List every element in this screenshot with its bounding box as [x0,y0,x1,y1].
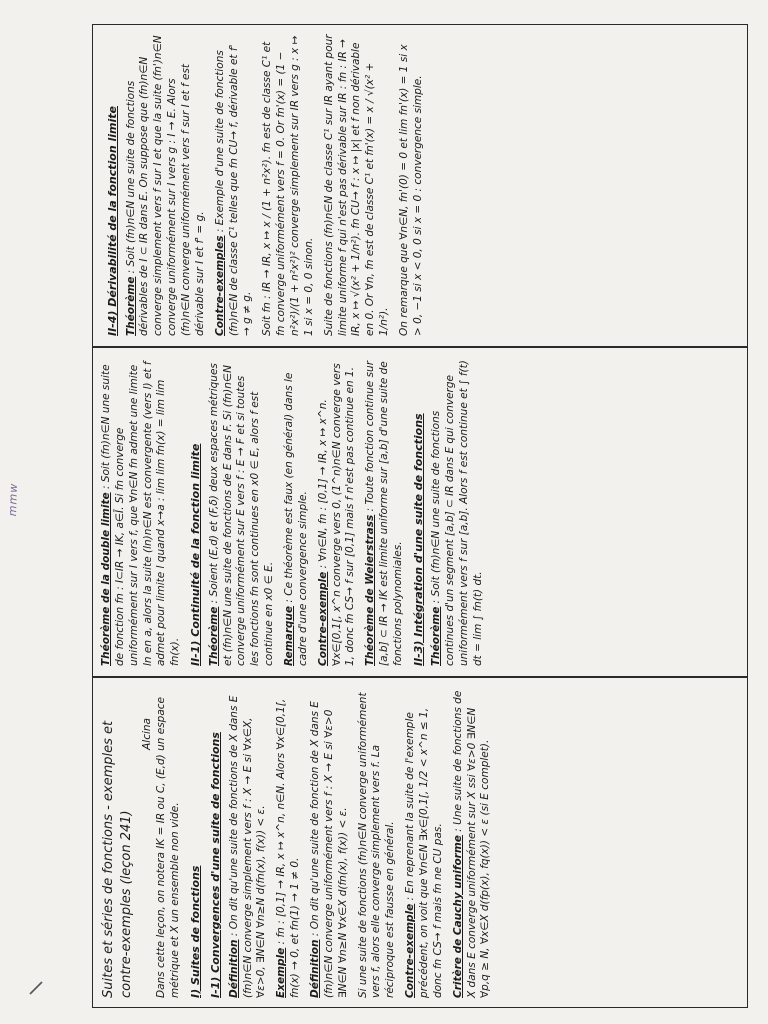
definition-simple-convergence: Définition : On dit qu'une suite de fonctions de X dans E (fn)n∈N converge simplement vers f : X → E si ∀x∈X, ∀ε>0, ∃N∈N ∀n≥N d(fn(x), f(x)) < ε. [227,695,268,998]
double-limit-block: Théorème de la double limite : Soit (fn)n∈N une suite de fonction fn : I⊂IR → IK, a∈Ī. Si fn converge uniformément sur I vers f, que ∀n∈N fn admet une limite ln en a, alors la suite (ln)n∈N est convergente (vers l) et f admet pour limite l quand x→a : lim lim fn(x) = lim lim fn(x). [100,361,182,666]
section-heading-I: I) Suites de fonctions [188,865,202,998]
definition-uniform-convergence: Définition : On dit qu'une suite de fonction de X dans E (fn)n∈N converge uniformément vers f : X → E si ∀ε>0 ∃N∈N ∀n≥N ∀x∈X d(fn(x), f(x)) < ε. [309,701,349,998]
section-heading-II3: II-3) Intégration d'une suite de fonctions [411,413,425,666]
column-divider-1 [92,677,748,679]
weierstrass-block: Théorème de Weierstrass : Toute fonction continue sur [a,b] ⊂ IR → IK est limite uniforme sur [a,b] d'une suite de fonctions polynomiales. [364,360,404,666]
definition-text-2: On dit qu'une suite de fonction de X dans E (fn)n∈N converge uniformément vers f : X → E si ∀ε>0 ∃N∈N ∀n≥N ∀x∈X d(fn(x), f(x)) < ε. [309,701,349,998]
counterexample-detail-2: Suite de fonctions (fn)n∈N de classe C¹ sur IR ayant pour limite uniforme f qui n'est pas dérivable sur IR : fn : IR → IR, x ↦ √(x² + 1/n²). fn CU→ f : x ↦ |x| et f non dérivable en 0. Or ∀n, fn est de classe C¹ et fn'(x) = x / √(x² + 1/n²). [322,34,391,336]
integration-theorem-block: Théorème : Soit (fn)n∈N une suite de fonctions continues d'un segment [a,b] ⊂ IR dans E qui converge uniformément vers f sur [a,b]. Alors f est continue et ∫ f(t) dt = lim ∫ fn(t) dt. [430,360,484,666]
remark-label: Remarque [282,605,295,666]
counterexamples-label: Contre-exemples [213,235,226,336]
example-text: fn : [0,1] → IR, x ↦ x^n, n∈N. Alors ∀x∈[0,1[, fn(x) → 0, et fn(1) → 1 ≠ 0. [275,698,302,998]
counterexample-detail-3: On remarque que ∀n∈N, fn'(0) = 0 et lim fn'(x) = 1 si x > 0, −1 si x < 0, 0 si x = 0 : convergence simple. [397,44,424,336]
margin-stamp: mmw [6,482,21,517]
counterexample-label: Contre-exemple [404,903,417,998]
column-divider-2 [92,347,748,349]
section-heading-I1: I-1) Convergences d'une suite de fonctions [209,732,223,998]
derivability-theorem-label: Théorème [124,276,137,336]
author-name: Alcina [141,718,154,750]
notes-column-1 [92,678,748,1008]
counterexample-label-2: Contre-exemple [316,571,329,666]
integration-theorem-label: Théorème [430,606,443,666]
example-label: Exemple [275,947,288,998]
margin-tick-mark [28,980,44,996]
counterexample-block-2: Contre-exemple : ∀n∈N, fn : [0,1] → IR, x ↦ x^n. ∀x∈[0,1[, x^n converge vers 0, (1^n)n∈N converge vers 1, donc fn CS→ f sur [0,1] mais f n'est pas continue en 1. [316,363,357,666]
notes-column-3 [92,24,748,346]
cauchy-block: Critère de Cauchy uniforme : Une suite de fonctions de X dans E converge uniformément sur X ssi ∀ε>0 ∃N∈N ∀p,q ≥ N, ∀x∈X d(fp(x), fq(x)) < ε (si E complet). [451,690,492,998]
counterexample-text: En reprenant la suite de l'exemple précédent, on voit que ∀n∈N ∃x∈[0,1[, 1/2 < x^n ≤ 1, donc fn CS→ f mais fn ne CU pas. [404,707,444,998]
remark-block: Remarque : Ce théorème est faux (en général) dans le cadre d'une convergence simple. [282,372,309,666]
counterexample-block: Contre-exemple : En reprenant la suite de l'exemple précédent, on voit que ∀n∈N ∃x∈[0,1[, 1/2 < x^n ≤ 1, donc fn CS→ f mais fn ne CU pas. [404,707,444,998]
remark-body: Ce théorème est faux (en général) dans le cadre d'une convergence simple. [282,372,309,666]
lesson-title: Suites et séries de fonctions - exemples et contre-exemples (leçon 241) [101,720,134,998]
definition-label: Définition [227,939,240,998]
integration-theorem-text: Soit (fn)n∈N une suite de fonctions continues d'un segment [a,b] ⊂ IR dans E qui converge uniformément vers f sur [a,b]. Alors f est continue et ∫ f(t) dt = lim ∫ fn(t) dt. [430,360,484,666]
continuity-theorem-label: Théorème [207,606,220,666]
continuity-theorem-text: Soient (E,d) et (F,δ) deux espaces métriques et (fn)n∈N une suite de fonctions de E dans F. Si (fn)n∈N converge uniformément sur E vers f : E → F et si toutes les fonctions fn sont continues en x0 ∈ E, alors f est continue en x0 ∈ E. [207,363,276,666]
double-limit-label: Théorème de la double limite [100,492,112,666]
derivability-theorem-text: Soit (fn)n∈N une suite de fonctions dérivables de I ⊂ IR dans E. On suppose que (fn)n∈N converge simplement vers f sur I et que la suite (fn')n∈N converge uniformément sur I vers g : I → E. Alors (fn)n∈N converge uniformément vers f sur I et f est dérivable sur I et f' = g. [124,35,206,336]
cauchy-text: Une suite de fonctions de X dans E converge uniformément sur X ssi ∀ε>0 ∃N∈N ∀p,q ≥ N, ∀x∈X d(fp(x), fq(x)) < ε (si E complet). [451,690,492,998]
counterexamples-block: Contre-exemples : Exemple d'une suite de fonctions (fn)n∈N de classe C¹ telles que fn CU→ f, dérivable et f' → g ≠ g. [213,44,254,336]
double-limit-text: Soit (fn)n∈N une suite de fonction fn : I⊂IR → IK, a∈Ī. Si fn converge uniformément sur I vers f, que ∀n∈N fn admet une limite ln en a, alors la suite (ln)n∈N est convergente (vers l) et f admet pour limite l quand x→a : lim lim fn(x) = lim lim fn(x). [100,361,182,666]
section-heading-II4: II-4) Dérivabilité de la fonction limite [106,106,119,336]
definition-label-2: Définition [309,939,321,998]
counterexample-text-2: ∀n∈N, fn : [0,1] → IR, x ↦ x^n. ∀x∈[0,1[, x^n converge vers 0, (1^n)n∈N converge vers 1, donc fn CS→ f sur [0,1] mais f n'est pas continue en 1. [316,363,357,666]
intro-text: Dans cette leçon, on notera IK = IR ou C, (E,d) un espace métrique et X un ensemble non vide. [154,697,181,998]
notes-column-2 [92,348,748,676]
weierstrass-text: Toute fonction continue sur [a,b] ⊂ IR → IK est limite uniforme sur [a,b] d'une suite de fonctions polynomiales. [364,360,404,666]
definition-text: On dit qu'une suite de fonctions de X dans E (fn)n∈N converge simplement vers f : X → E si ∀x∈X, ∀ε>0, ∃N∈N ∀n≥N d(fn(x), f(x)) < ε. [227,695,268,998]
counterexamples-text: Exemple d'une suite de fonctions (fn)n∈N de classe C¹ telles que fn CU→ f, dérivable et f' → g ≠ g. [213,44,254,336]
continuity-theorem-block: Théorème : Soient (E,d) et (F,δ) deux espaces métriques et (fn)n∈N une suite de fonctions de E dans F. Si (fn)n∈N converge uniformément sur E vers f : E → F et si toutes les fonctions fn sont continues en x0 ∈ E, alors f est continue en x0 ∈ E. [207,363,276,666]
derivability-theorem-block: Théorème : Soit (fn)n∈N une suite de fonctions dérivables de I ⊂ IR dans E. On suppose que (fn)n∈N converge simplement vers f sur I et que la suite (fn')n∈N converge uniformément sur I vers g : I → E. Alors (fn)n∈N converge uniformément vers f sur I et f est dérivable sur I et f' = g. [124,35,206,336]
remark-text: Si une suite de fonctions (fn)n∈N converge uniformément vers f, alors elle converge simplement vers f. La réciproque est fausse en général. [356,692,397,998]
cauchy-label: Critère de Cauchy uniforme [451,835,464,998]
weierstrass-label: Théorème de Weierstrass [364,514,377,666]
rotated-notes-sheet [92,24,748,1008]
counterexample-detail-1: Soit fn : IR → IR, x ↦ x / (1 + n²x²). fn est de classe C¹ et fn converge uniformément vers f = 0. Or fn'(x) = (1 − n²x²)/(1 + n²x²)² converge simplement sur IR vers g : x ↦ 1 si x = 0, 0 sinon. [261,35,315,336]
example-block: Exemple : fn : [0,1] → IR, x ↦ x^n, n∈N. Alors ∀x∈[0,1[, fn(x) → 0, et fn(1) → 1 ≠ 0. [275,698,302,998]
section-heading-II1: II-1) Continuité de la fonction limite [189,443,203,666]
